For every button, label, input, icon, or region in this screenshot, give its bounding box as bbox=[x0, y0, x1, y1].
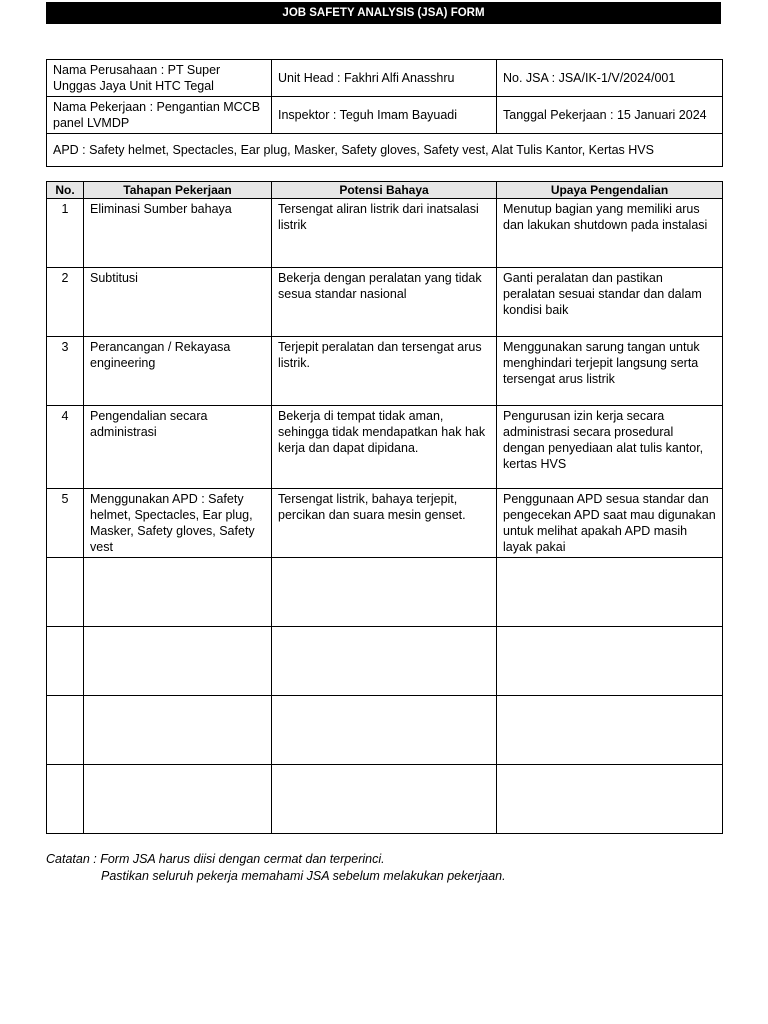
table-row bbox=[47, 268, 723, 337]
header-step: Tahapan Pekerjaan bbox=[84, 182, 272, 199]
table-row bbox=[47, 627, 723, 696]
table-row bbox=[47, 696, 723, 765]
row-step: Eliminasi Sumber bahaya bbox=[84, 199, 272, 268]
form-title: JOB SAFETY ANALYSIS (JSA) FORM bbox=[46, 2, 721, 24]
row-no bbox=[47, 696, 84, 765]
header-control: Upaya Pengendalian bbox=[497, 182, 723, 199]
table-row bbox=[47, 558, 723, 627]
jsa-table bbox=[46, 181, 723, 834]
row-no: 1 bbox=[47, 199, 84, 268]
row-no: 3 bbox=[47, 337, 84, 406]
row-hazard: Tersengat listrik, bahaya terjepit, percikan dan suara mesin genset. bbox=[272, 489, 497, 558]
table-row bbox=[47, 406, 723, 489]
inspector-field: Inspektor : Teguh Imam Bayuadi bbox=[272, 97, 497, 134]
table-row bbox=[47, 337, 723, 406]
row-no bbox=[47, 765, 84, 834]
company-field: Nama Perusahaan : PT Super Unggas Jaya Unit HTC Tegal bbox=[47, 60, 272, 97]
footnote bbox=[46, 851, 506, 885]
header-hazard: Potensi Bahaya bbox=[272, 182, 497, 199]
row-step bbox=[84, 696, 272, 765]
table-row bbox=[47, 489, 723, 558]
row-control: Ganti peralatan dan pastikan peralatan sesuai standar dan dalam kondisi baik bbox=[497, 268, 723, 337]
row-no: 4 bbox=[47, 406, 84, 489]
row-step: Pengendalian secara administrasi bbox=[84, 406, 272, 489]
table-row bbox=[47, 765, 723, 834]
row-no bbox=[47, 627, 84, 696]
table-row bbox=[47, 199, 723, 268]
row-hazard bbox=[272, 627, 497, 696]
row-step bbox=[84, 627, 272, 696]
row-control: Menutup bagian yang memiliki arus dan lakukan shutdown pada instalasi bbox=[497, 199, 723, 268]
row-control: Pengurusan izin kerja secara administrasi secara prosedural dengan penyediaan alat tulis kantor, kertas HVS bbox=[497, 406, 723, 489]
row-control bbox=[497, 765, 723, 834]
header-no: No. bbox=[47, 182, 84, 199]
row-hazard bbox=[272, 765, 497, 834]
row-no bbox=[47, 558, 84, 627]
job-date-field: Tanggal Pekerjaan : 15 Januari 2024 bbox=[497, 97, 723, 134]
footnote-line-1: Catatan : Form JSA harus diisi dengan cermat dan terperinci. bbox=[46, 852, 385, 866]
row-control bbox=[497, 696, 723, 765]
row-control bbox=[497, 627, 723, 696]
row-step bbox=[84, 765, 272, 834]
row-step: Perancangan / Rekayasa engineering bbox=[84, 337, 272, 406]
row-step bbox=[84, 558, 272, 627]
row-no: 5 bbox=[47, 489, 84, 558]
row-hazard: Bekerja di tempat tidak aman, sehingga tidak mendapatkan hak hak kerja dan dapat dipidana. bbox=[272, 406, 497, 489]
footnote-line-2: Pastikan seluruh pekerja memahami JSA sebelum melakukan pekerjaan. bbox=[101, 869, 506, 883]
row-hazard bbox=[272, 558, 497, 627]
jsa-number-field: No. JSA : JSA/IK-1/V/2024/001 bbox=[497, 60, 723, 97]
job-name-field: Nama Pekerjaan : Pengantian MCCB panel LVMDP bbox=[47, 97, 272, 134]
row-control: Penggunaan APD sesua standar dan pengecekan APD saat mau digunakan untuk melihat apakah APD masih layak pakai bbox=[497, 489, 723, 558]
row-step: Menggunakan APD : Safety helmet, Spectacles, Ear plug, Masker, Safety gloves, Safety vest bbox=[84, 489, 272, 558]
row-hazard: Bekerja dengan peralatan yang tidak sesua standar nasional bbox=[272, 268, 497, 337]
apd-field: APD : Safety helmet, Spectacles, Ear plug, Masker, Safety gloves, Safety vest, Alat Tulis Kantor, Kertas HVS bbox=[47, 134, 723, 167]
row-hazard bbox=[272, 696, 497, 765]
row-hazard: Tersengat aliran listrik dari inatsalasi listrik bbox=[272, 199, 497, 268]
row-control: Menggunakan sarung tangan untuk menghindari terjepit langsung serta tersengat arus listrik bbox=[497, 337, 723, 406]
row-step: Subtitusi bbox=[84, 268, 272, 337]
row-hazard: Terjepit peralatan dan tersengat arus listrik. bbox=[272, 337, 497, 406]
row-no: 2 bbox=[47, 268, 84, 337]
unit-head-field: Unit Head : Fakhri Alfi Anasshru bbox=[272, 60, 497, 97]
row-control bbox=[497, 558, 723, 627]
info-table bbox=[46, 59, 723, 167]
